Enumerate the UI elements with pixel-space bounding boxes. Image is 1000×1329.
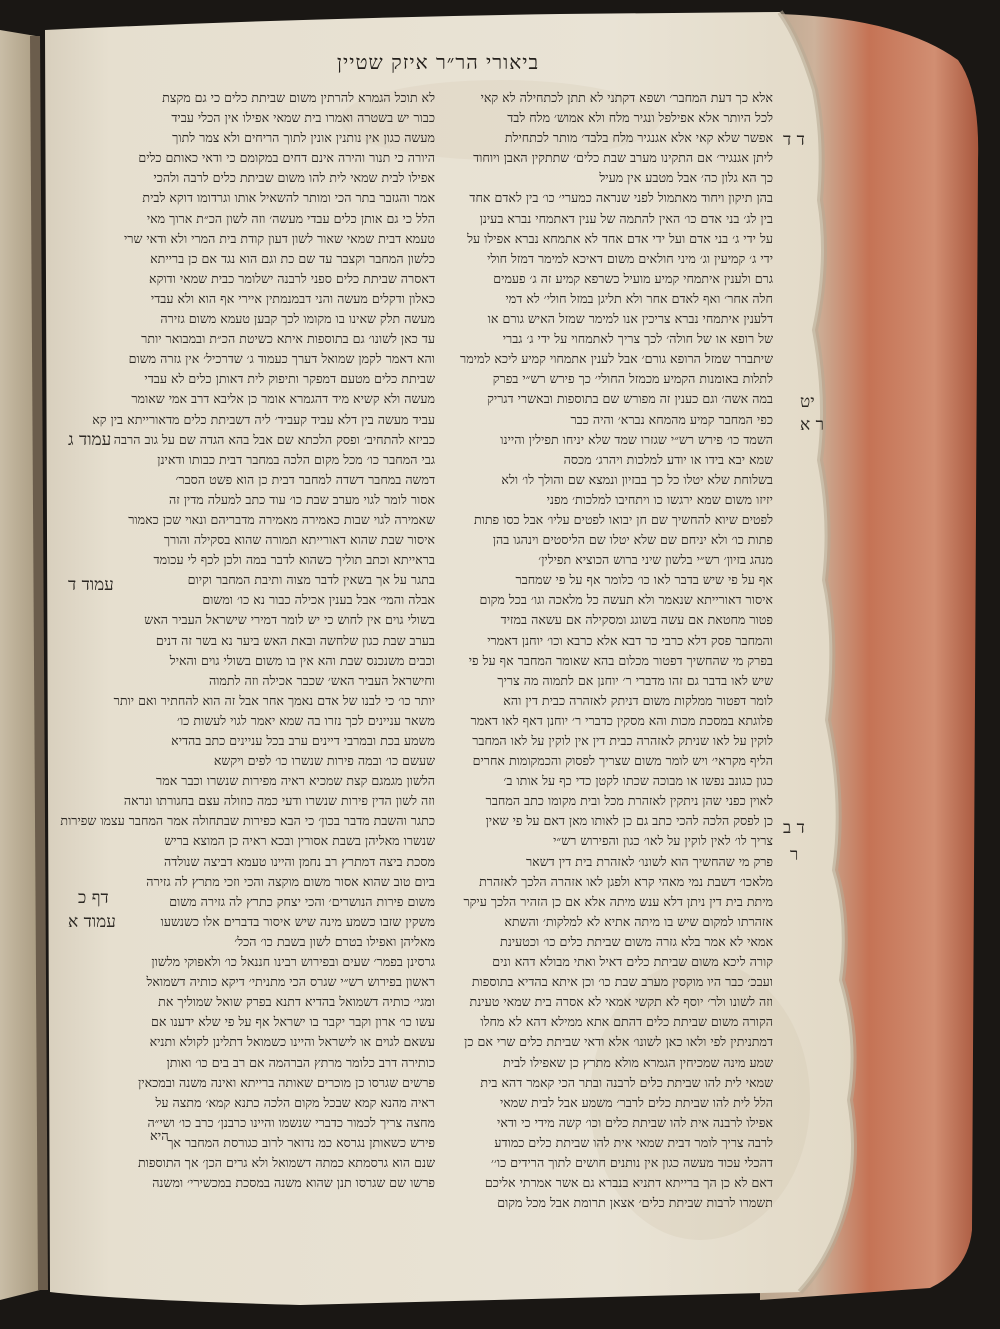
text-line: דמשה במחבר דשדה למחבר דבית כן הוא פשט הסבר׳ [175, 471, 435, 487]
text-line: פתות כו׳ ולא יניחם שם שלא יטלו שם הליסטים וינהגו בהן [492, 532, 773, 548]
text-line: מעשה כגון אין נותנין אונין לתוך הריחים ולא צמר לתוך [172, 130, 435, 146]
text-line: הליף מקראי׳ ויש לומר משום שצריך לפסוק והכמקומות אחרים [472, 753, 773, 769]
text-line: לרבה צריך לומר דבית שמאי אית להו שביתת כלים כמודע [494, 1134, 773, 1150]
text-line: כבור יש בשטרה ואמרו בית שמאי אפילו אין הכלי עביד [171, 110, 435, 126]
text-line: שאמירה לגוי שבות כאמירה מאמירה מדבריהם ונאוי שכן כאמור [128, 511, 435, 527]
text-line: לכל היותר אלא אפילפל ונגיר מלח ולא אמוש׳ מלח לבד [507, 110, 773, 126]
text-line: מלאכו׳ דשבת נמי מאהי קרא ולפגן לאו אזהרה הלכך לאזהרת [479, 873, 773, 889]
text-line: כלשון המחבר וקצבר עד שם כת וגם הוא נגד אם כן ברייתא [150, 250, 435, 266]
text-line: בפרק מי שהחשיך דפטור מכלום בהא שאומר המחבר אף על פי [468, 652, 773, 668]
text-line: גבי המחבר כו׳ מכל מקום הלכה במחבר דבית כבותו ודאינן [157, 451, 435, 467]
text-line: אפילו לבית שמאי לית להו משום שביתת כלים לרבה ולהכי [153, 170, 435, 186]
text-line: בהן תיקון ויחוד מאתמול לפני שנראה כמערי׳ כו׳ בין לאדם אחד [469, 190, 773, 206]
text-line: כתגר והשבת מדבר בכון׳ כי הבא כפירות שבתחולה אמר המחבר עצמו שפירות [60, 813, 435, 829]
text-line: חלה אחר׳ ואף לאדם אחר ולא תליגן במזל חולי׳ לא דמי [505, 290, 773, 306]
text-line: ועבכ׳ כבר היו מוקסין מערב שבת כו׳ וכן איתא בהדיא בתוספות [471, 974, 773, 990]
text-line: כן לפסק הלכה להכי כתב גם כן לאותו מאן דאם על פי שאין [485, 813, 773, 829]
text-line: הלל כי גם אותן כלים עבדי מעשה׳ וזה לשון הכ״ת ארוך מאי [146, 210, 435, 226]
fore-edge-note: ר [790, 845, 799, 865]
text-line: פירש כשאותן נגרסא כמ נדואר לרוב כגורסת המחבר אך [167, 1134, 435, 1150]
text-line: אבלה והמי׳ אבל בענין אכילה כבור נא כו׳ ומשום [202, 592, 435, 608]
text-line: דאם לא כן הך ברייתא דתניא בנברא גם אשר אמרתי אליכם [484, 1175, 773, 1191]
text-line: אמר והגזבר בתר הכי ומותר להשאיל אותו וגרדומו דוקא לבית [142, 190, 435, 206]
text-line: לוקין על לאו שניתק לאזהרה כבית דין אין לוקין על לאו המחבר [472, 733, 773, 748]
text-line: מאליהן ואפילו בטרם לשון בשבת כו׳ הכל׳ [234, 933, 435, 949]
text-line: מעשה ולא קשיא מיד דהגמרא אומר כן אליבא דרב אמי שאומר [131, 391, 435, 407]
fore-edge-note: ר א [800, 415, 824, 435]
text-line: פרשים שגרסו כן מוכרים שאותה ברייתא ואינה משנה ובמכאין [138, 1074, 435, 1090]
text-line: כפי המחבר קמיע מהמחא נברא׳ והיה כבר [570, 411, 773, 427]
text-line: כביזא להתחיב׳ ופסק הלכתא שם אבל בהא הגדה שם על גוב הרבה [113, 431, 435, 447]
text-line: אמאי לא אמר בלא גזרה משום שביתת כלים כו׳ וכטעינת [500, 933, 773, 949]
text-line: אפשר שלא קאי אלא אגנגיר מלח בלבד׳ מותר לכתחילת [504, 130, 773, 146]
text-line: שמא יבא בידו או יודע למלכות ויהרג׳ מכסה [563, 451, 773, 467]
text-line: דמתניתין לפי ולאו כאן לשונו׳ אלא ודאי שביתת כלים שרי אם כן [464, 1034, 773, 1050]
text-line: לא תוכל הגמרא להרתין משום שביתת כלים כי גם מקצת [162, 90, 435, 105]
text-line: איסור שבת שהוא דאורייתא תמורה שהוא בסקילה והורך [163, 532, 435, 548]
text-line: הלשון מגמגם קצת שמכיא ראיה מפירות שנשרו וכבר אמר [156, 773, 435, 789]
text-line: הלל לית להו שביתת כלים לרבר׳ משמע אבל לבית שמאי [499, 1094, 773, 1110]
text-line: וחישראל העביר האש׳ שכבר אכילה וזה לתמוה [208, 672, 435, 688]
text-line: ומגי׳ כותיה דשמואל בהדיא דתנא בפרק שואל שמוליך את [158, 994, 435, 1010]
text-line: אף על פי שיש בדבר לאו כו׳ כלומר אף על פי שמחבר [515, 572, 773, 588]
text-line: לאוין כפני שהן ניתקין לאזהרת מכל ובית מקומו כתב המחבר [485, 793, 773, 809]
margin-note: עמוד ג [68, 430, 112, 450]
text-line: שביתת כלים מטעם דמפקר ותיפוק לית דאותן כלים לא עבדי [144, 371, 435, 387]
text-line: משום פירות הנושרים׳ והכי יצחק כתרץ לה גזירה משום [169, 893, 435, 909]
text-line: גרסינן בפמר׳ שעים ובפירוש רבינו חננאל כו׳ ולאפוקי מלשון [151, 954, 435, 970]
text-line: שיתברר שמזל הרופא גורם׳ אבל לענין אתמחוי קמיע ליכא למימר [460, 351, 773, 367]
margin-note: דף כ [78, 888, 109, 908]
text-line: מחצה צריך לכמור כדברי שנשמו והיינו כרבנן׳ כרב כו׳ ושי״ה [147, 1114, 435, 1130]
text-line: משאר עניינים לכך נזרו בה שמא יאמר לגוי לעשות כו׳ [177, 712, 435, 728]
margin-note: עמוד ד [68, 575, 114, 595]
text-line: תשמרו לרבות שביתת כלים׳ אצאן תרומת אבל מכל מקום [497, 1195, 773, 1211]
margin-note: עמוד א [68, 912, 116, 932]
text-line: שמאי לית להו שביתת כלים לרבנה ובתר הכי קאמר דהא בית [480, 1074, 773, 1090]
text-line: עשאם לגוים או לישראל והיינו כשמואל דתלינן לקולא ותניא [149, 1034, 435, 1050]
text-line: השמד כו׳ פירש רש״י שגזרו שמד שלא יניחו תפילין והיינו [500, 431, 773, 447]
text-line: ראשון בפירוש רש״י שגרס הכי מתניתי׳ דיקא כותיה דשמואל [146, 974, 435, 990]
text-line: על ידי ג׳ בני אדם ועל ידי אדם אחד לא אתמחא נברא אפילו על [467, 230, 773, 246]
text-line: יזיזו משום שמא ירגשו כו ויתחיבו למלכות׳ מפני [546, 491, 773, 507]
text-line: מיתת בית דין ניתן דלא ענש מיתה אלא אם כן הזהיר הלכך עיקר [463, 893, 773, 909]
text-line: והא דאמר לקמן שמואל דערך כעמוד ג׳ שדרכיל׳ אין גזרה משום [128, 351, 435, 367]
text-line: וזה לשון הדין פירות שנשרו ודעי כמה כוזולה עצם בחגורתו ונראה [123, 793, 435, 809]
text-line: וזה לשונו ולר׳ יוסף לא תקשי אמאי לא אסרה בית שמאי טעינת [469, 994, 773, 1010]
text-line: בראייתא וכתב תוליך כשהוא לדבר במה ולכן לכף לי עכומד [153, 552, 435, 568]
text-line: דלענין איתמחי נברא צריכין אנו למימר שמזל האיש גורם או [487, 311, 773, 327]
text-line: של רופא או של חולה׳ לכך צריך לאתמחוי על ידי ג׳ גברי [502, 331, 773, 347]
text-line: כותירה דרב כלומר מרתץ הברהמה אם רב בים כו׳ ואותן [166, 1054, 435, 1070]
text-line: לפטים שיוא להחשיך שם חן יבואו לפטים עליו׳ אבל כסו פתות [473, 511, 773, 527]
fore-edge-note: ד ד [783, 130, 805, 150]
text-line: גרם ולענין איתמחי קמיע מועיל כשרפא קמיע זה ג׳ פעמים [493, 270, 773, 286]
fore-edge-note: יט [800, 392, 815, 412]
text-line: שנם הוא גרסמתא כמתה דשמואל ולא גרים הכן׳ אך התוספות [137, 1154, 435, 1170]
text-line: לומר דפטור ממלקות משום דניתק לאזהרה כבית דין והא [503, 692, 773, 708]
text-line: אזהרתו למקום שיש בו מיתה אתיא לא למלקות׳ והשתא [504, 913, 773, 929]
text-line: וכבים משנכנס שבת והא אין בו משום בשולי גוים והאיל [169, 652, 435, 668]
text-line: שנשרו מאליהן בשבת אסורין ובכא ראיה כן המוצא בריש [164, 833, 435, 849]
text-line: כגון כגונב נפשו או מבוכה שכתו לקטן כדי כף על אותו ב׳ [503, 773, 773, 789]
text-line: בשלוחת שלא יטלו כל כך בבזיון ונמצא שם והולך לו׳ ולא [501, 471, 773, 487]
text-line: דהכלי עכוד מעשה כגון אין נותנים חושים לתוך הרידים כו׳׳ [491, 1154, 773, 1170]
text-line: והמחבר פסק דלא כרבי כר דבא אלא כרבא וכו׳ יוחנן דאמרי [487, 632, 773, 648]
text-line: עשו כו׳ ארון וקבר יקבר בו ישראל אף על פי שלא ידענו אם [150, 1014, 435, 1030]
text-line: במה אשה׳ וגם כענין זה מפורש שם בתוספות ובאשרי דגריק [487, 391, 773, 407]
text-line: בערב שבת כגון שלחשה ובאת האש ביער נא בשר זה דנים [155, 632, 435, 648]
text-line: היורה כי תנור והירה אינם דחים במקומם כי ודאי כאותם כלים [138, 150, 435, 166]
text-line: מסכת ביצה דמתרץ רב נחמן והיינו טעמא דביצה שנולדה [164, 853, 435, 869]
catchword: היא [150, 1129, 169, 1144]
running-head: ביאורי הר״ר איזק שטיין [336, 50, 540, 74]
text-line: כך הא גלון כה׳ אבל מטבע אין מעיל [599, 170, 773, 186]
text-line: כאלון ודקלים מעשה והני דבמנמתין איירי אף הוא ולא עבדי [150, 290, 435, 306]
text-line: פרשו שם שגרסו תנן שהוא משנה במסכת במכשירי׳ ומשנה [152, 1175, 435, 1191]
text-line: ראיה מהנא קמא שבכל מקום הלכה כתנא קמא׳ מתצה על [155, 1094, 435, 1110]
text-column-right [445, 88, 773, 1213]
text-line: בשולי גוים אין לחוש כי יש לומר דמירי שישראל העביר האש [144, 612, 435, 628]
text-line: צריך לו׳ לאין לוקין על לאו׳ כגון והפירוש רש״י [553, 833, 773, 849]
text-line: אלא כך דעת המחבר׳ ושפא דקתני לא תתן לכתחילה לא קאי [480, 90, 773, 105]
text-line: פטור מחטאת אם עשה בשוגג ומסקילה אם עשאה במזיד [500, 612, 773, 628]
text-line: מעשה תלק שאינו בו מקומו לכך קבען טעמא משום גזירה [160, 311, 435, 327]
text-line: בין לג׳ בני אדם כו׳ האין להתמה של ענין דאתמחי נברא בעינן [479, 210, 773, 226]
text-line: מנהג בזיון׳ רש״י בלשון שיני ברוש הכוציא תפילין׳ [538, 552, 773, 568]
text-line: שמע מינה שמכיחין הגמרא מולא מתרץ כן שאפילו לבית [503, 1054, 773, 1070]
text-line: בתגר על אך בשאין לדבר מצוה ותיבת המחבר וקיום [187, 572, 435, 588]
text-line: פרק מי שהחשיך הוא לשונו׳ לאזהרת בית דין דשאר [525, 853, 773, 869]
text-line: קורה ליכא משום שביתת כלים דאיל ואתי מבולא דהא ונים [492, 954, 773, 970]
text-line: משמע בכת ובמרבי דיינים ערב בכל עניינים כתב בהדיא [171, 733, 435, 748]
text-line: פלוגתא במסכת מכות והא מסקין כדברי ר׳ יוחנן דאף לאו דאמר [470, 712, 773, 728]
text-line: עביד מעשה בין דלא עביד קעביד׳ ליה דשביתת כלים מדאורייתא בין קא [92, 411, 435, 427]
text-line: איסור דאורייתא שנאמר ולא תעשה כל מלאכה וגו׳ בכל מקום [479, 592, 773, 608]
text-line: שעשם כו׳ ובמה פירות שנשרו כו׳ לפים ויקשא [213, 753, 435, 769]
text-line: לתלות באומנות הקמיע מכמזל החולי׳ כך פירש רש״י בפרק [492, 371, 773, 387]
text-line: עד כאן לשונו׳ גם בתוספות איתא כשיטת הכ״ת ובמבואר יותר [141, 331, 435, 347]
text-line: אפילו לרבנה אית להו שביתת כלים וכו׳ קשה מידי כי ודאי [497, 1114, 773, 1130]
text-line: משקין שזבו כשמע מינה שיש איסור בדברים אלו כשנשעו [160, 913, 435, 929]
text-line: דאסרה שביתת כלים ספני לרבנה ישלומר כבית שמאי ודוקא [149, 270, 435, 286]
text-line: יותר כו׳ כי לבנו של אדם נאמך אחר אבל זה הוא להחתיר ואם יותר [113, 692, 435, 708]
text-line: ליתן אגנגיר׳ אם התקינו מערב שבת כלים׳ שתתקין האבן ויוחוד [473, 150, 773, 166]
fore-edge-note: ד ב [783, 818, 805, 838]
text-line: טעמא דבית שמאי שאור לשון דעון קודת בית המרי ולא ודאי שרי [123, 230, 435, 246]
text-line: ביום טוב שהוא אסור משום מוקצה והכי וזכי מתרץ לה גזירה [146, 873, 435, 889]
text-line: שיש לאו בדבר גם זהו מדברי ר׳ יוחנן אם לתמוה מה צריך [497, 672, 773, 688]
text-line: הקורה משום שביתת כלים דהתם אתא ממילא דהא לא מחלו [480, 1014, 773, 1030]
text-line: ידי ג׳ קמיעין וג׳ מיני חולאים משום דאיכא למימר דמזל חולי [487, 250, 773, 266]
text-line: אסור לומר לגוי מערב שבת כו׳ עוד כתב למעלה מדין זה [168, 491, 435, 507]
